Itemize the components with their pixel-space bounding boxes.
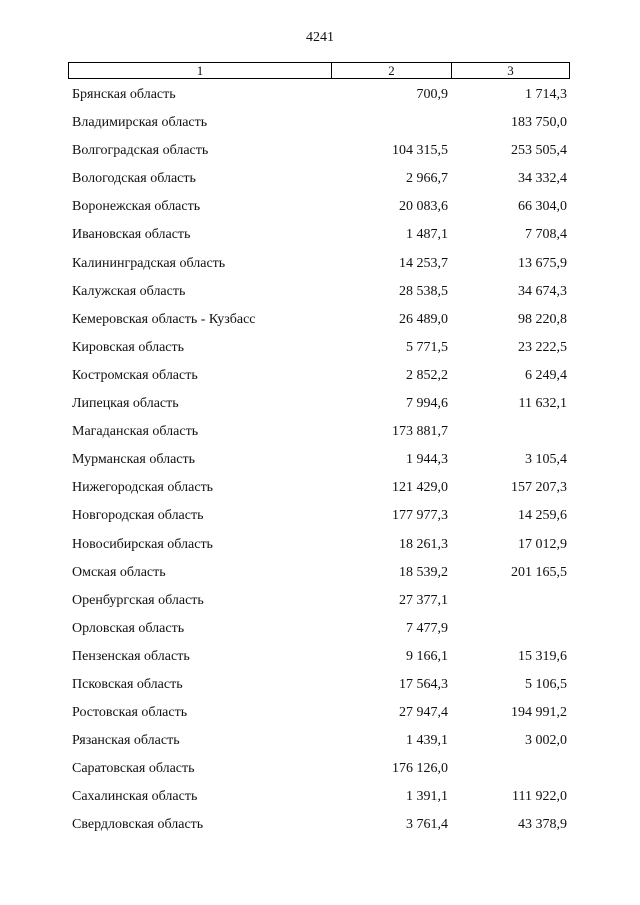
column-2-value: 26 489,0 bbox=[399, 311, 448, 327]
column-3-value: 17 012,9 bbox=[518, 536, 567, 552]
column-2-value: 3 761,4 bbox=[406, 817, 448, 833]
column-3-value: 23 222,5 bbox=[518, 339, 567, 355]
column-3-value: 15 319,6 bbox=[518, 648, 567, 664]
table-row bbox=[0, 591, 640, 619]
column-2-value: 700,9 bbox=[416, 87, 448, 102]
region-name: Новосибирская область bbox=[72, 536, 213, 552]
region-name: Ивановская область bbox=[72, 227, 191, 243]
column-2-value: 5 771,5 bbox=[406, 339, 448, 355]
table-body bbox=[0, 85, 640, 844]
column-2-value: 28 538,5 bbox=[399, 283, 448, 299]
column-3-value: 66 304,0 bbox=[518, 199, 567, 215]
table-header bbox=[68, 62, 570, 79]
region-name: Псковская область bbox=[72, 676, 183, 692]
column-3-value: 183 750,0 bbox=[511, 115, 567, 131]
table-row bbox=[0, 731, 640, 759]
column-header-2: 2 bbox=[332, 63, 452, 78]
column-2-value: 2 852,2 bbox=[406, 367, 448, 383]
table-row bbox=[0, 815, 640, 843]
table-row bbox=[0, 619, 640, 647]
column-header-3: 3 bbox=[507, 63, 514, 78]
table-row bbox=[0, 675, 640, 703]
table-row bbox=[0, 703, 640, 731]
region-name: Оренбургская область bbox=[72, 592, 204, 608]
column-3-value: 13 675,9 bbox=[518, 255, 567, 271]
table-row bbox=[0, 394, 640, 422]
region-name: Вологодская область bbox=[72, 171, 196, 187]
column-2-value: 27 377,1 bbox=[399, 592, 448, 608]
column-3-value: 5 106,5 bbox=[525, 676, 567, 692]
region-name: Брянская область bbox=[72, 87, 176, 102]
column-2-value: 1 391,1 bbox=[406, 789, 448, 805]
region-name: Магаданская область bbox=[72, 424, 199, 440]
region-name: Владимирская область bbox=[72, 115, 208, 131]
table-row bbox=[0, 787, 640, 815]
column-3-value: 194 991,2 bbox=[511, 705, 567, 721]
column-3-value: 3 002,0 bbox=[525, 733, 567, 749]
column-2-value: 1 487,1 bbox=[406, 227, 448, 243]
table-row bbox=[0, 450, 640, 478]
column-2-value: 177 977,3 bbox=[392, 508, 448, 524]
region-name: Кемеровская область - Кузбасс bbox=[72, 311, 256, 327]
column-3-value: 98 220,8 bbox=[518, 311, 567, 327]
region-name: Омская область bbox=[72, 564, 166, 580]
region-name: Новгородская область bbox=[72, 508, 204, 524]
region-name: Саратовская область bbox=[72, 761, 195, 777]
region-name: Костромская область bbox=[72, 367, 198, 383]
column-2-value: 1 944,3 bbox=[406, 452, 448, 468]
column-2-value: 2 966,7 bbox=[406, 171, 448, 187]
column-3-value: 43 378,9 bbox=[518, 817, 567, 833]
table-row bbox=[0, 197, 640, 225]
column-2-value: 18 261,3 bbox=[399, 536, 448, 552]
column-2-value: 9 166,1 bbox=[406, 648, 448, 664]
table-row bbox=[0, 141, 640, 169]
table-row bbox=[0, 310, 640, 338]
column-3-value: 1 714,3 bbox=[525, 87, 567, 102]
column-2-value: 18 539,2 bbox=[399, 564, 448, 580]
column-2-value: 17 564,3 bbox=[399, 676, 448, 692]
region-name: Калининградская область bbox=[72, 255, 226, 271]
column-header-1: 1 bbox=[69, 63, 332, 78]
table-row bbox=[0, 422, 640, 450]
column-2-value: 27 947,4 bbox=[399, 705, 448, 721]
region-name: Нижегородская область bbox=[72, 480, 214, 496]
table-row bbox=[0, 535, 640, 563]
page-number: 4241 bbox=[306, 30, 334, 45]
table-row bbox=[0, 478, 640, 506]
column-3-value: 7 708,4 bbox=[525, 227, 567, 243]
column-3-value: 14 259,6 bbox=[518, 508, 567, 524]
column-2-value: 176 126,0 bbox=[392, 761, 448, 777]
table-row bbox=[0, 647, 640, 675]
column-3-value: 253 505,4 bbox=[511, 143, 567, 159]
column-3-value: 34 332,4 bbox=[518, 171, 567, 187]
region-name: Кировская область bbox=[72, 339, 185, 355]
column-3-value: 157 207,3 bbox=[511, 480, 567, 496]
column-2-value: 7 994,6 bbox=[406, 396, 448, 412]
table-row bbox=[0, 338, 640, 366]
column-3-value: 11 632,1 bbox=[518, 396, 567, 412]
column-3-value: 34 674,3 bbox=[518, 283, 567, 299]
region-name: Липецкая область bbox=[72, 396, 179, 412]
column-3-value: 111 922,0 bbox=[512, 789, 567, 805]
region-name: Рязанская область bbox=[72, 733, 180, 749]
column-2-value: 14 253,7 bbox=[399, 255, 448, 271]
table-row bbox=[0, 282, 640, 310]
column-2-value: 104 315,5 bbox=[392, 143, 448, 159]
region-name: Сахалинская область bbox=[72, 789, 198, 805]
table-row bbox=[0, 366, 640, 394]
table-row bbox=[0, 225, 640, 253]
region-name: Пензенская область bbox=[72, 648, 190, 664]
column-3-value: 201 165,5 bbox=[511, 564, 567, 580]
table-row bbox=[0, 254, 640, 282]
region-name: Ростовская область bbox=[72, 705, 188, 721]
column-3-value: 6 249,4 bbox=[525, 367, 567, 383]
column-2-value: 173 881,7 bbox=[392, 424, 448, 440]
table-row bbox=[0, 506, 640, 534]
table-row bbox=[0, 85, 640, 113]
region-name: Воронежская область bbox=[72, 199, 201, 215]
column-2-value: 7 477,9 bbox=[406, 620, 448, 636]
column-2-value: 20 083,6 bbox=[399, 199, 448, 215]
table-row bbox=[0, 169, 640, 197]
column-3-value: 3 105,4 bbox=[525, 452, 567, 468]
table-row bbox=[0, 113, 640, 141]
region-name: Калужская область bbox=[72, 283, 186, 299]
region-name: Орловская область bbox=[72, 620, 185, 636]
table-row bbox=[0, 563, 640, 591]
column-2-value: 121 429,0 bbox=[392, 480, 448, 496]
region-name: Свердловская область bbox=[72, 817, 204, 833]
table-row bbox=[0, 759, 640, 787]
region-name: Мурманская область bbox=[72, 452, 196, 468]
column-2-value: 1 439,1 bbox=[406, 733, 448, 749]
region-name: Волгоградская область bbox=[72, 143, 209, 159]
